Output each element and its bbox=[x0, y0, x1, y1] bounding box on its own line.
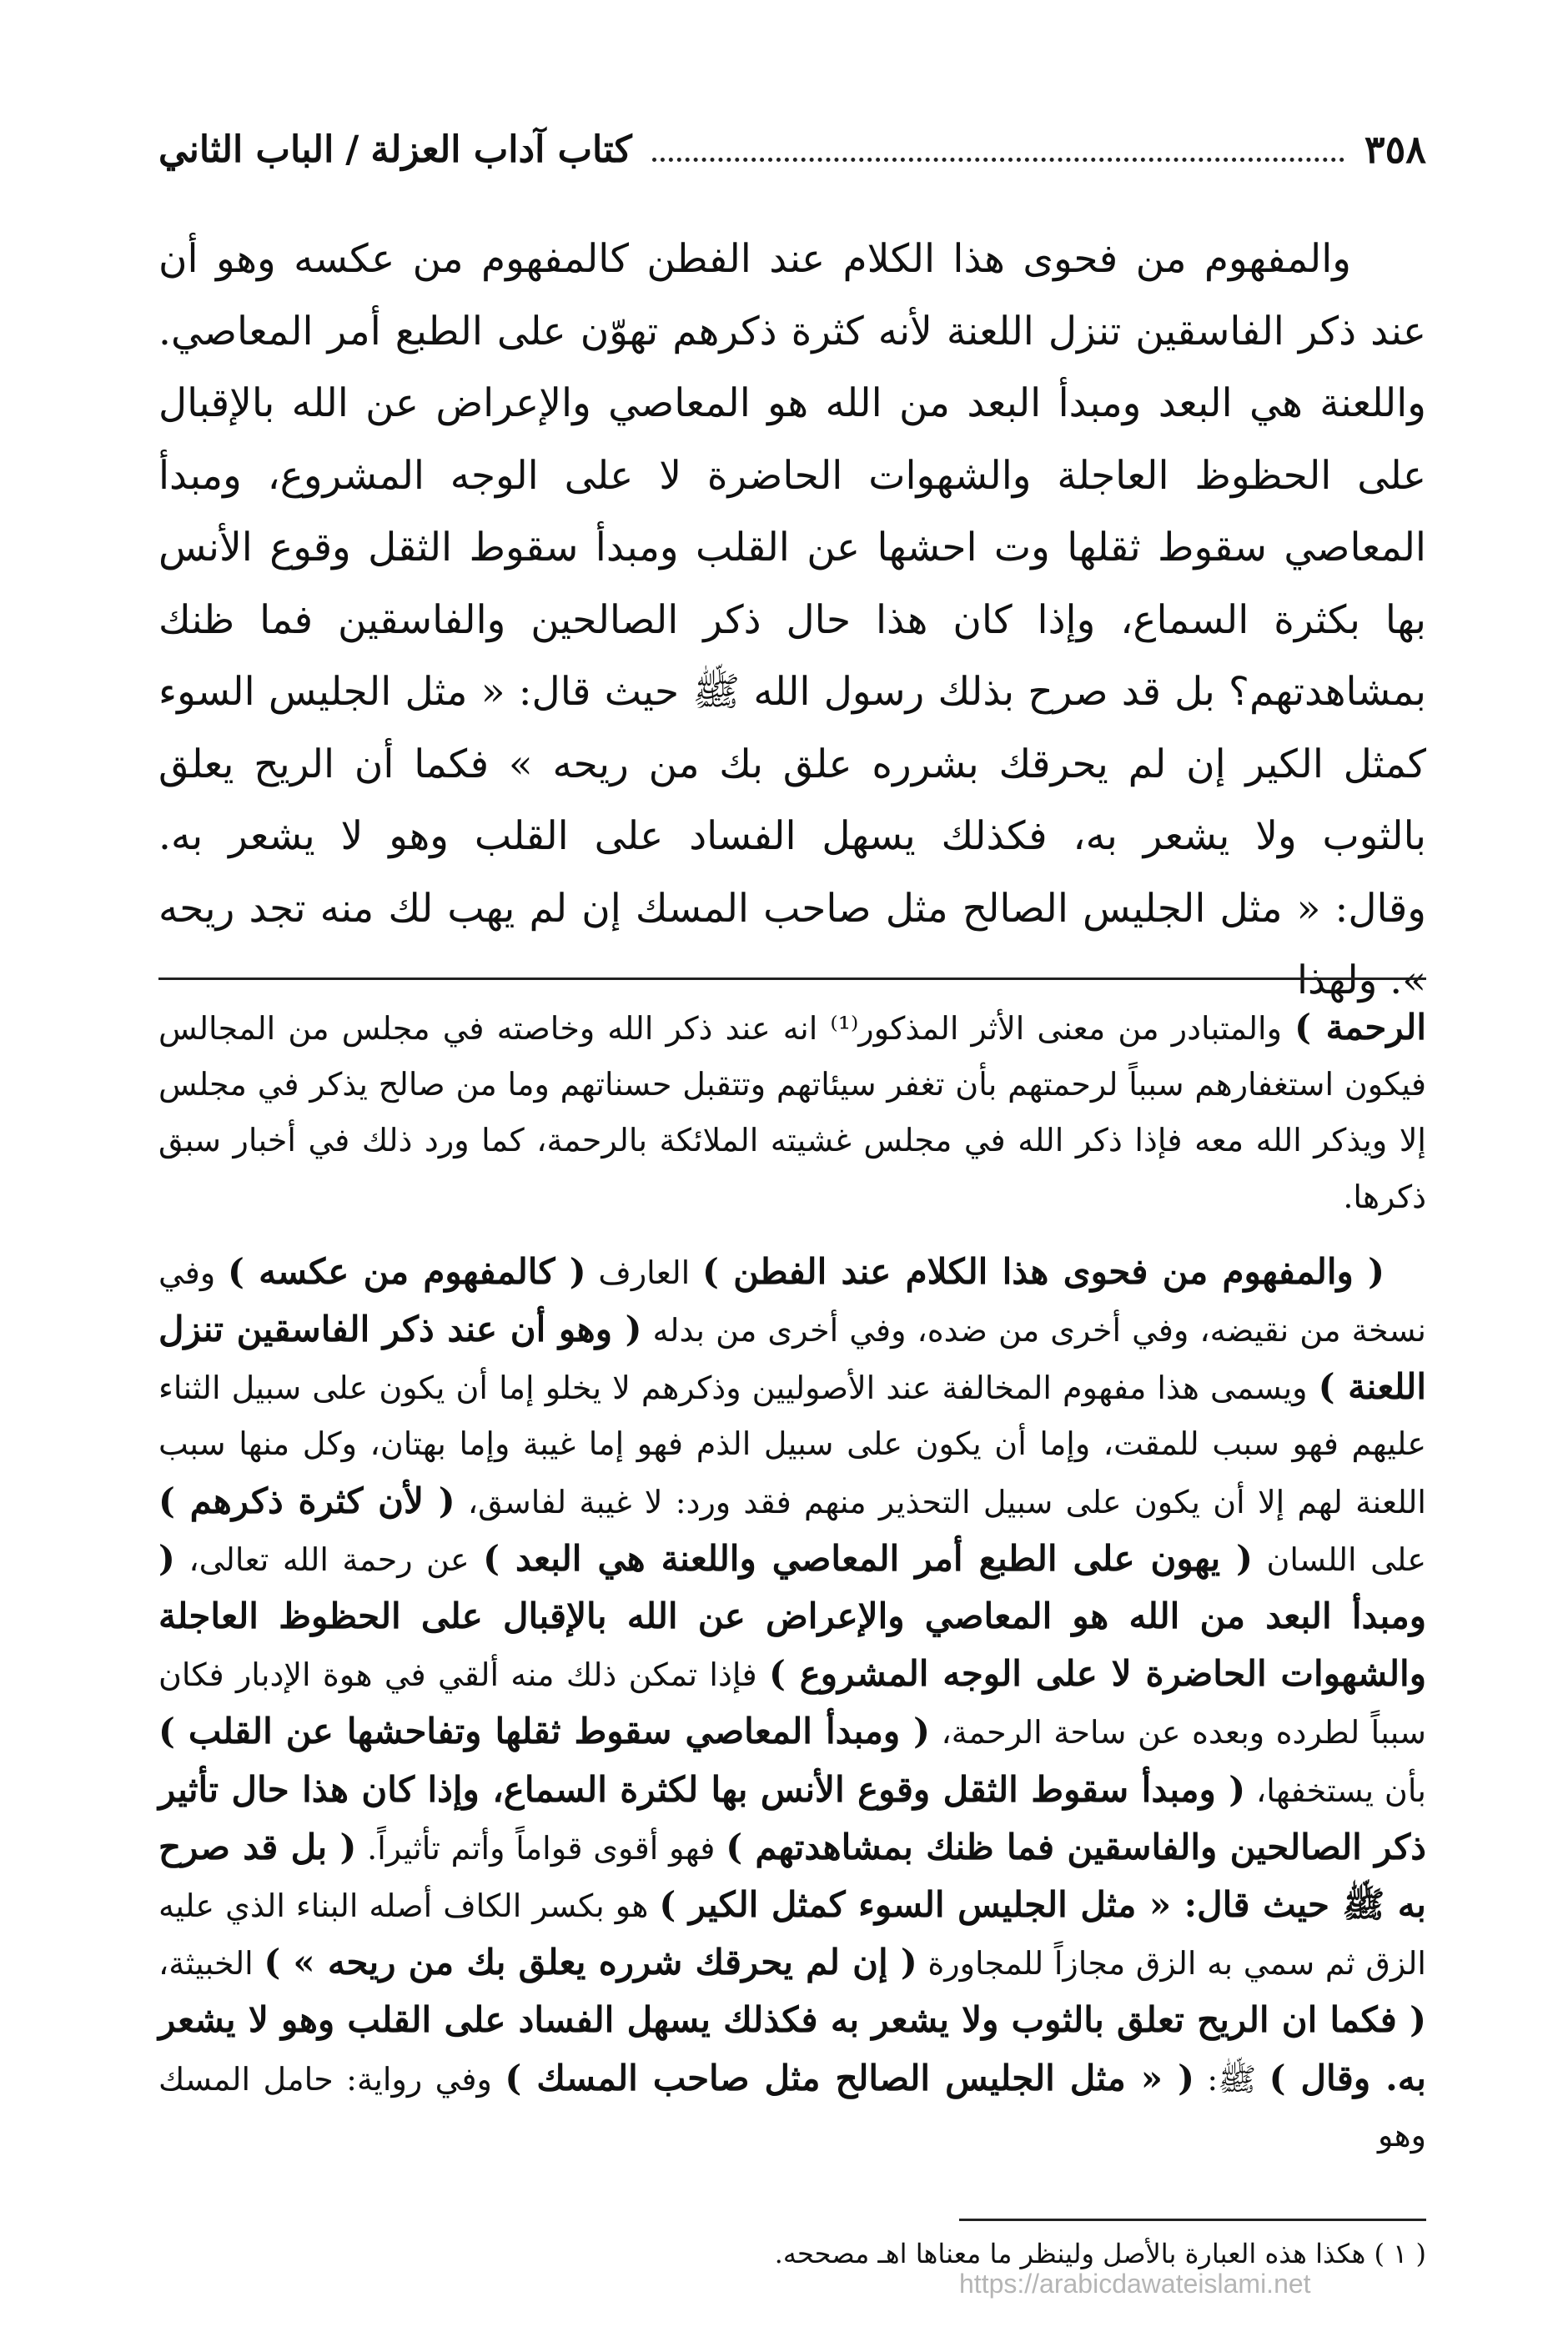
commentary-text: ﷺ: bbox=[1194, 2060, 1269, 2098]
running-header bbox=[158, 120, 1426, 178]
quoted-matn-text: الرحمة ) bbox=[1294, 1007, 1426, 1048]
main-text bbox=[158, 224, 1426, 1018]
commentary-text: ويسمى هذا مفهوم المخالفة عند الأصوليين وذكرهم لا يخلو إما أن يكون على سبيل الثناء عليهم فهو سبب للمقت، وإما أن يكون على سبيل الذم فهو إما غيبة وإما بهتان، وكل منها سبب اللعنة لهم إلا أن يكون على سبيل التحذير منهم فقد ورد: لا غيبة لفاسق، bbox=[158, 1370, 1426, 1520]
commentary-text: عن رحمة الله تعالى، bbox=[174, 1540, 484, 1578]
header-dotted-leader bbox=[652, 154, 1344, 162]
main-paragraph: والمفهوم من فحوى هذا الكلام عند الفطن كالمفهوم من عكسه وهو أن عند ذكر الفاسقين تنزل اللعنة لأنه كثرة ذكرهم تهوّن على الطبع أمر المعاصي. واللعنة هي البعد ومبدأ البعد من الله هو المعاصي والإعراض عن الله بالإقبال على الحظوظ العاجلة والشهوات الحاضرة لا على الوجه المشروع، ومبدأ المعاصي سقوط ثقلها وت احشها عن القلب ومبدأ سقوط الثقل وقوع الأنس بها بكثرة السماع، وإذا كان هذا حال ذكر الصالحين والفاسقين فما ظنك بمشاهدتهم؟ بل قد صرح بذلك رسول الله ﷺ حيث قال: « مثل الجليس السوء كمثل الكير إن لم يحرقك بشرره علق بك من ريحه » فكما أن الريح يعلق بالثوب ولا يشعر به، فكذلك يسهل الفساد على القلب وهو لا يشعر به. bbox=[158, 236, 1426, 859]
commentary-text: فإذا تمكن ذلك منه ألقي في هوة الإدبار فكان سبباً لطرده وبعده عن ساحة الرحمة، bbox=[158, 1656, 1426, 1752]
page-number: ٣٥٨ bbox=[1364, 127, 1426, 172]
book-page bbox=[158, 83, 1426, 2285]
footnote: ( ١ ) هكذا هذه العبارة بالأصل ولينظر ما معناها اهـ مصححه. bbox=[774, 2238, 1426, 2269]
quoted-matn-text: ( لأن كثرة ذكرهم ) bbox=[158, 1480, 455, 1521]
commentary-text: والمتبادر من معنى الأثر المذكور⁽¹⁾ انه عند ذكر الله وخاصته في مجلس من المجالس فيكون استغفارهم سبباً لرحمتهم بأن تغفر سيئاتهم وتتقبل حسناتهم وما من صالح يذكر في مجلس إلا ويذكر الله معه فإذا ذكر الله في مجلس غشيته الملائكة بالرحمة، كما ورد ذلك في أخبار سبق ذكرها. bbox=[158, 1010, 1426, 1215]
commentary-text: فهو أقوى قواماً وأتم تأثيراً. bbox=[356, 1829, 726, 1867]
quoted-matn-text: ( فكما ان الريح تعلق بالثوب ولا يشعر به فكذلك يسهل الفساد على القلب وهو لا يشعر به. وقال ) bbox=[158, 1999, 1426, 2098]
quoted-matn-text: ( والمفهوم من فحوى هذا الكلام عند الفطن ) bbox=[701, 1250, 1385, 1292]
commentary-text: بأن يستخفها، bbox=[1245, 1772, 1426, 1809]
commentary-text: وفي نسخة من نقيضه، وفي أخرى من ضده، وفي أخرى من بدله bbox=[158, 1254, 1427, 1349]
main-text-divider bbox=[158, 978, 1426, 980]
commentary-text: الخبيثة، bbox=[158, 1945, 264, 1983]
quoted-matn-text: ( بل قد صرح به ﷺ حيث قال: « مثل الجليس السوء كمثل الكير ) bbox=[158, 1826, 1426, 1926]
commentary bbox=[158, 999, 1426, 2164]
commentary-text: هو بكسر الكاف أصله البناء الذي عليه الزق ثم سمي به الزق مجازاً للمجاورة bbox=[158, 1887, 1426, 1983]
quoted-matn-text: ( وهو أن عند ذكر الفاسقين تنزل اللعنة ) bbox=[158, 1309, 1426, 1408]
quoted-matn-text: ( كالمفهوم من عكسه ) bbox=[227, 1250, 586, 1292]
commentary-text: العارف bbox=[585, 1254, 702, 1291]
quoted-matn-text: ( « مثل الجليس الصالح مثل صاحب المسك ) bbox=[505, 2057, 1194, 2098]
chapter-title: الباب الثاني bbox=[158, 128, 334, 171]
book-title: كتاب آداب العزلة bbox=[370, 128, 632, 171]
quoted-matn-text: ( يهون على الطبع أمر المعاصي واللعنة هي البعد ) bbox=[483, 1537, 1254, 1579]
commentary-text: وفي رواية: حامل المسك وهو bbox=[158, 2060, 1426, 2154]
quoted-matn-text: ( ومبدأ سقوط الثقل وقوع الأنس بها لكثرة السماع، وإذا كان هذا حال تأثير ذكر الصالحين والفاسقين فما ظنك بمشاهدتهم ) bbox=[158, 1768, 1426, 1867]
main-paragraph-continued: وقال: « مثل الجليس الصالح مثل صاحب المسك إن لم يهب لك منه تجد ريحه ». ولهذا bbox=[158, 885, 1426, 1003]
footnote-divider bbox=[959, 2219, 1426, 2221]
commentary-paragraph bbox=[158, 1244, 1426, 2164]
quoted-matn-text: ( إن لم يحرقك شرره يعلق بك من ريحه » ) bbox=[264, 1942, 917, 1983]
commentary-text: على اللسان bbox=[1253, 1540, 1427, 1578]
header-separator: / bbox=[345, 128, 359, 171]
watermark-url: https://arabicdawateislami.net bbox=[959, 2269, 1311, 2299]
quoted-matn-text: ( ومبدأ المعاصي سقوط ثقلها وتفاحشها عن القلب ) bbox=[158, 1711, 931, 1752]
quoted-matn-text: ( ومبدأ البعد من الله هو المعاصي والإعراض عن الله بالإقبال على الحظوظ العاجلة والشهوات الحاضرة لا على الوجه المشروع ) bbox=[158, 1537, 1426, 1695]
commentary-paragraph bbox=[158, 999, 1426, 1225]
